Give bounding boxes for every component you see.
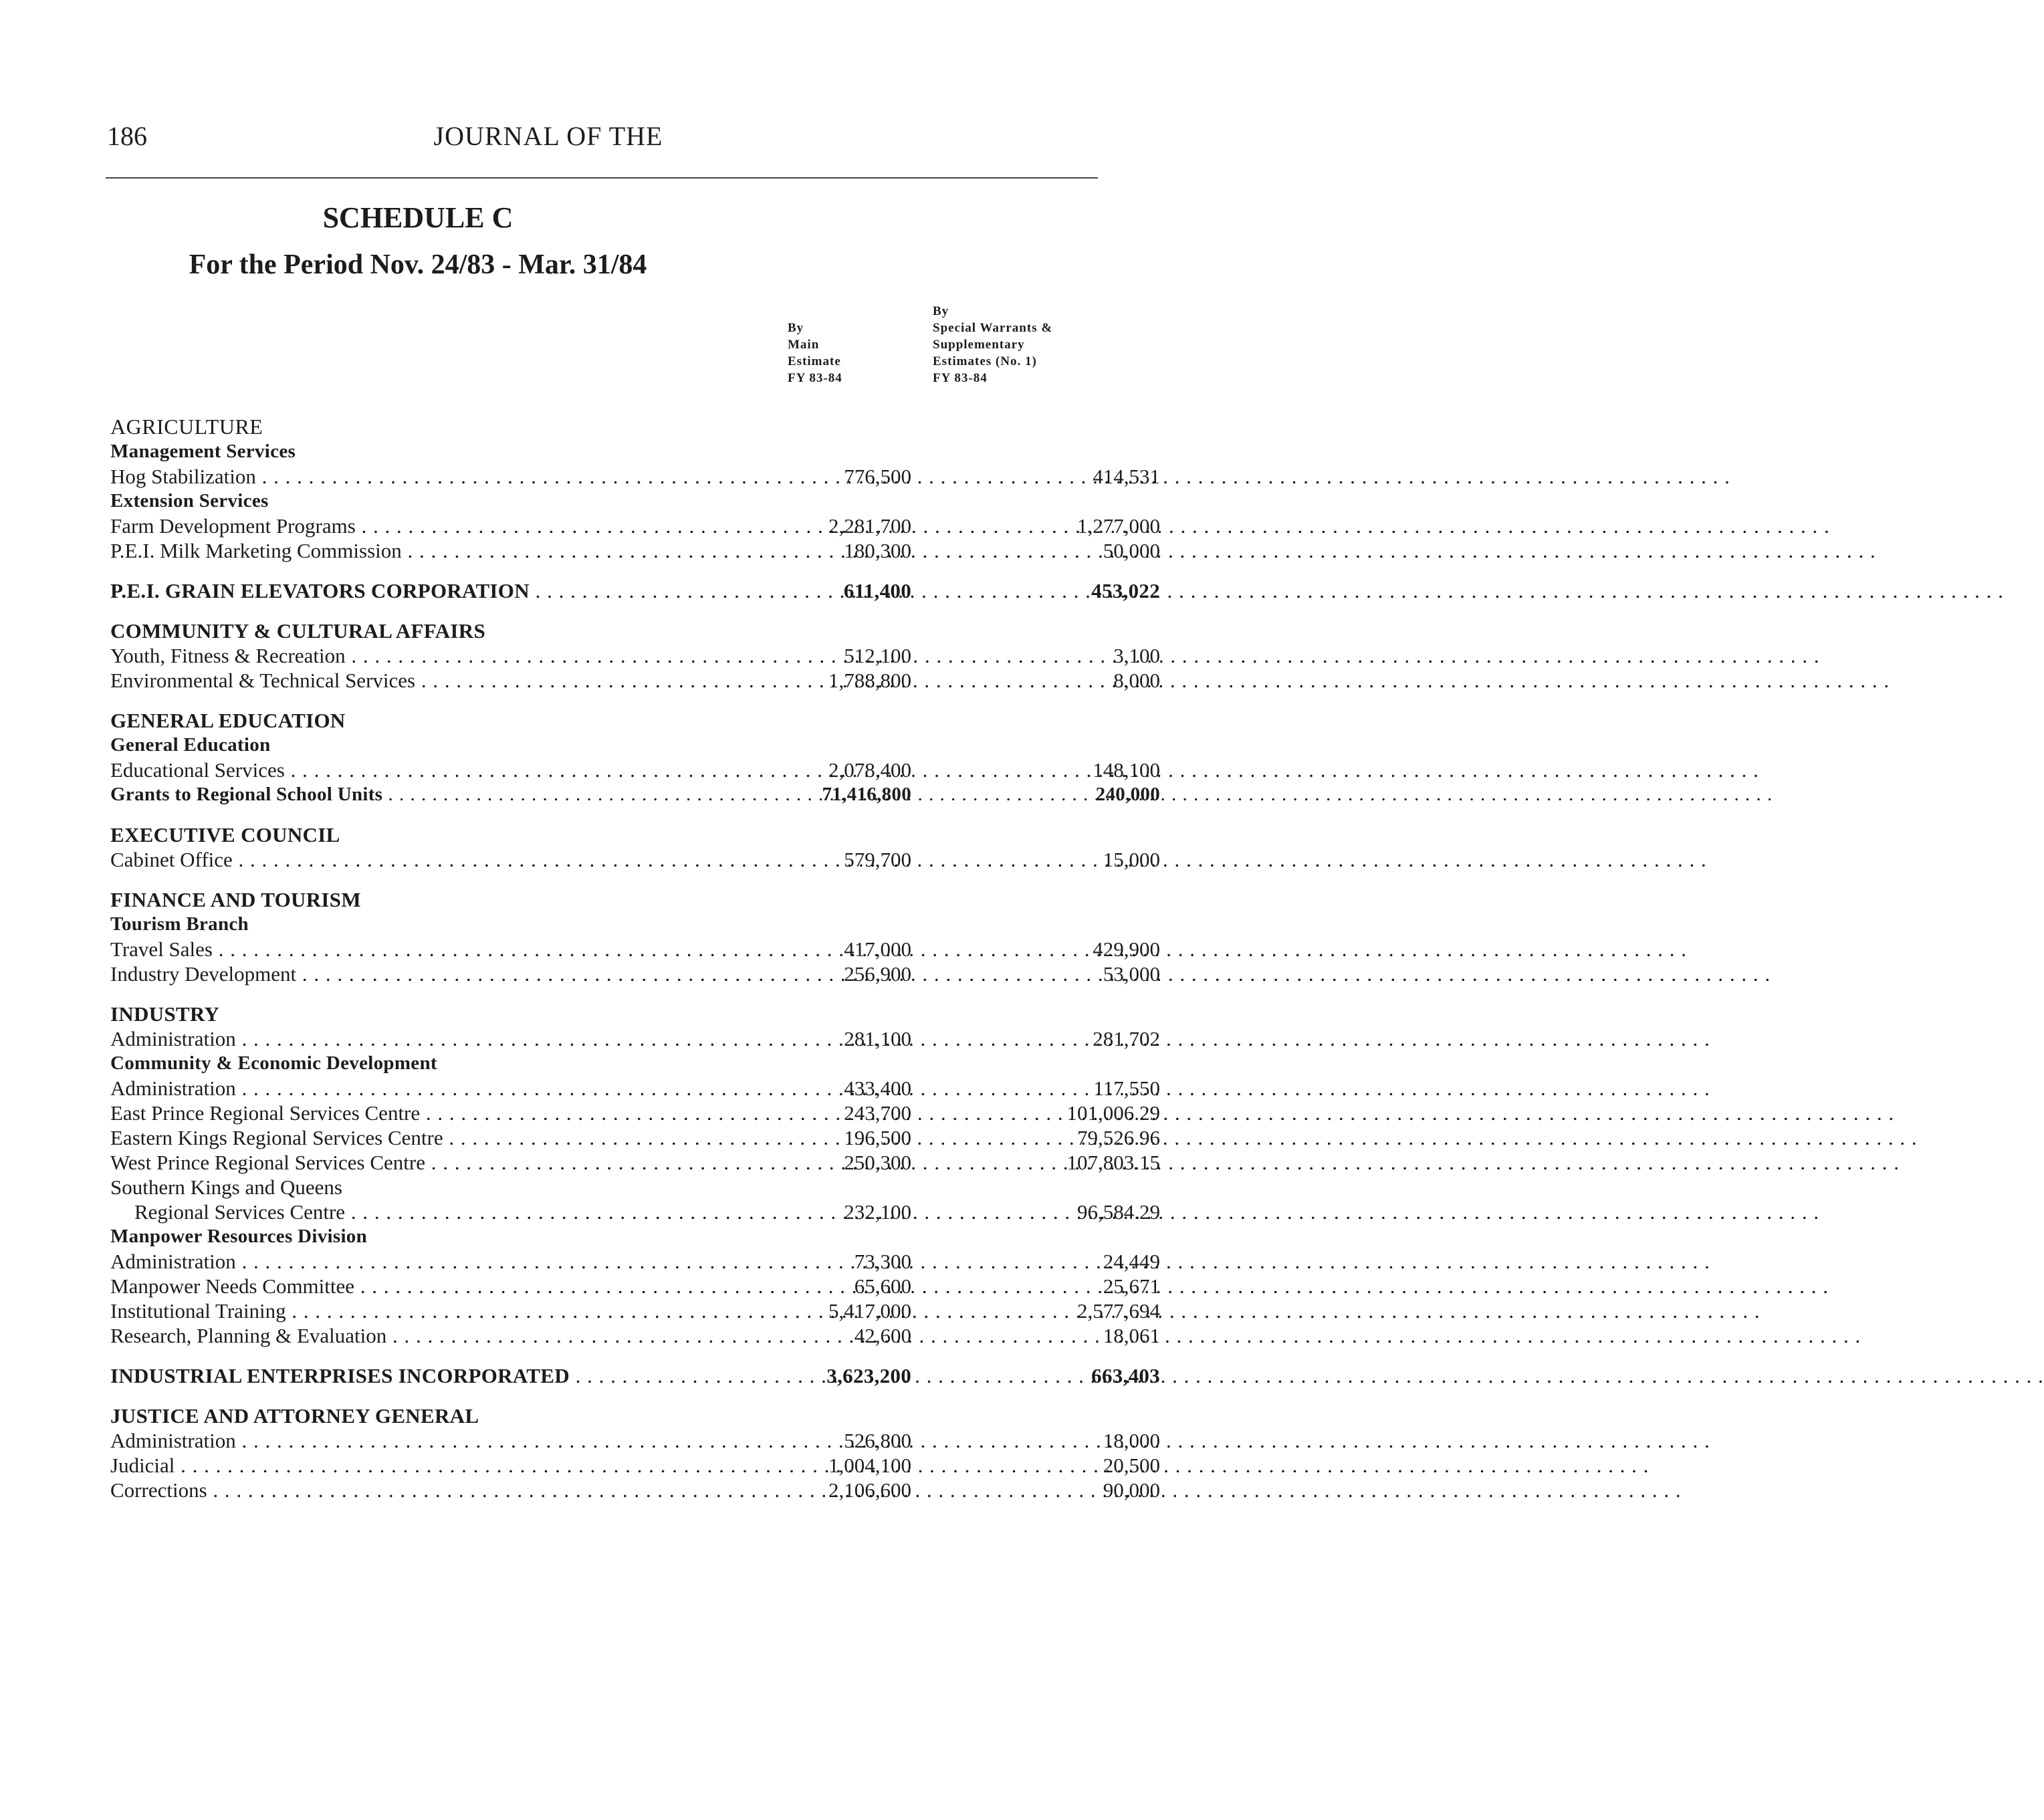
row-label: P.E.I. Milk Marketing Commission . . . (110, 538, 705, 563)
special-warrant-value: 50,000 (1103, 539, 1160, 562)
subsection-heading (110, 489, 1060, 514)
table-row (110, 1175, 1060, 1200)
main-estimate-value: 42,600 (854, 1324, 911, 1347)
row-label: P.E.I. GRAIN ELEVATORS CORPORATION . . . (110, 578, 705, 603)
row-label: Community & Economic Development (110, 1052, 437, 1074)
special-warrant-value: 148,100 (1093, 758, 1160, 782)
special-warrant-value: 25,671 (1103, 1274, 1160, 1298)
table-row (110, 578, 1160, 603)
subsection-heading (110, 733, 1060, 758)
special-warrant-value: 414,531 (1093, 465, 1160, 488)
section-heading (110, 708, 1060, 733)
main-estimate-value: 2,281,700 (828, 514, 911, 538)
main-estimate-value: 433,400 (844, 1076, 911, 1100)
special-warrant-value: 281,702 (1093, 1027, 1160, 1050)
row-label: Farm Development Programs . . . (110, 514, 705, 538)
special-warrant-value: 96,584.29 (1077, 1200, 1160, 1224)
special-warrant-value: 15,000 (1103, 848, 1160, 871)
special-warrant-value: 2,577,694 (1077, 1299, 1160, 1323)
page-header (107, 120, 1097, 160)
main-estimate-value: 196,500 (844, 1126, 911, 1149)
special-warrant-value: 53,000 (1103, 962, 1160, 986)
subsection-heading (110, 439, 1060, 464)
subsection-heading (110, 1224, 1060, 1249)
main-estimate-value: 417,000 (844, 937, 911, 961)
section-heading (110, 822, 1060, 847)
row-label: Administration . . . (110, 1076, 705, 1101)
table-row (110, 1125, 1160, 1150)
row-label: Research, Planning & Evaluation . . . (110, 1323, 705, 1348)
main-estimate-value: 65,600 (854, 1274, 911, 1298)
special-warrant-value: 117,550 (1093, 1076, 1160, 1100)
main-estimate-value: 2,078,400 (828, 758, 911, 782)
page-number: 186 (107, 121, 147, 151)
row-label: Hog Stabilization . . . (110, 464, 705, 489)
column-header-main-estimate: By Main Estimate FY 83-84 (788, 321, 842, 385)
special-warrant-value: 18,061 (1103, 1324, 1160, 1347)
section-heading (110, 618, 1060, 643)
row-label: Educational Services . . . (110, 758, 705, 782)
row-label: INDUSTRIAL ENTERPRISES INCORPORATED . . . (110, 1363, 705, 1388)
table-row (110, 782, 1160, 807)
main-estimate-value: 579,700 (844, 848, 911, 871)
running-head: JOURNAL OF THE (433, 121, 663, 151)
row-label: Eastern Kings Regional Services Centre . . . (110, 1125, 705, 1150)
table-row (110, 668, 1160, 693)
table-row (110, 1200, 1160, 1224)
row-label: Industry Development . . . (110, 961, 705, 986)
table-row (110, 1428, 1160, 1453)
special-warrant-value: 79,526.96 (1077, 1126, 1160, 1149)
section-heading (110, 1403, 1060, 1428)
main-estimate-value: 243,700 (844, 1101, 911, 1125)
row-label: JUSTICE AND ATTORNEY GENERAL (110, 1404, 479, 1428)
table-row (110, 847, 1160, 872)
row-label: Manpower Needs Committee . . . (110, 1274, 705, 1298)
row-label: COMMUNITY & CULTURAL AFFAIRS (110, 619, 485, 643)
table-row (110, 1101, 1160, 1125)
row-label: Cabinet Office . . . (110, 847, 705, 872)
special-warrant-value: 429,900 (1093, 937, 1160, 961)
main-estimate-value: 73,300 (854, 1250, 911, 1273)
table-row (110, 464, 1160, 489)
section-heading (110, 415, 1060, 439)
table-row (110, 643, 1160, 668)
row-label: General Education (110, 734, 271, 756)
main-estimate-value: 250,300 (844, 1151, 911, 1174)
main-estimate-value: 512,100 (844, 644, 911, 667)
row-label: AGRICULTURE (110, 415, 263, 439)
row-label: West Prince Regional Services Centre . . . (110, 1150, 705, 1175)
row-label: East Prince Regional Services Centre . . . (110, 1101, 705, 1125)
main-estimate-value: 1,004,100 (828, 1454, 911, 1477)
row-label: FINANCE AND TOURISM (110, 888, 361, 911)
table-row (110, 1026, 1160, 1051)
table-row (110, 1453, 1160, 1478)
row-label: Management Services (110, 441, 296, 462)
main-estimate-value: 232,100 (844, 1200, 911, 1224)
main-estimate-value: 1,788,800 (828, 669, 911, 692)
row-label: Judicial . . . (110, 1453, 705, 1478)
row-label: Tourism Branch (110, 913, 249, 935)
table-row (110, 1298, 1160, 1323)
row-label: Administration . . . (110, 1026, 705, 1051)
main-estimate-value: 180,300 (844, 539, 911, 562)
row-label: Extension Services (110, 490, 269, 511)
special-warrant-value: 24,449 (1103, 1250, 1160, 1273)
main-estimate-value: 776,500 (844, 465, 911, 488)
row-label: Manpower Resources Division (110, 1226, 368, 1247)
row-label: Corrections . . . (110, 1478, 705, 1502)
column-header-special-warrants: By Special Warrants & Supplementary Estimates (No. 1) FY 83-84 (933, 304, 1053, 385)
section-heading (110, 887, 1060, 912)
special-warrant-value: 1,277,000 (1077, 514, 1160, 538)
special-warrant-value: 90,000 (1103, 1478, 1160, 1502)
subsection-heading (110, 1051, 1060, 1076)
table-row (110, 538, 1160, 563)
main-estimate-value: 3,623,200 (826, 1364, 911, 1387)
main-estimate-value: 5,417,000 (828, 1299, 911, 1323)
schedule-title: SCHEDULE C (322, 201, 514, 234)
special-warrant-value: 101,006.29 (1066, 1101, 1160, 1125)
main-estimate-value: 71,416,800 (822, 784, 911, 805)
table-row (110, 1150, 1160, 1175)
row-label: Travel Sales . . . (110, 937, 705, 961)
section-heading (110, 1002, 1060, 1026)
row-label: Regional Services Centre . . . (110, 1200, 705, 1224)
table-row (110, 937, 1160, 961)
special-warrant-value: 453,022 (1091, 579, 1160, 602)
header-rule (106, 177, 1098, 179)
table-row (110, 1323, 1160, 1348)
table-row (110, 1274, 1160, 1298)
table-row (110, 1249, 1160, 1274)
row-label: Youth, Fitness & Recreation . . . (110, 643, 705, 668)
row-label: Environmental & Technical Services . . . (110, 668, 705, 693)
table-row (110, 1076, 1160, 1101)
row-label: Administration . . . (110, 1428, 705, 1453)
special-warrant-value: 3,100 (1113, 644, 1160, 667)
table-row (110, 514, 1160, 538)
row-label: Administration . . . (110, 1249, 705, 1274)
special-warrant-value: 8,000 (1113, 669, 1160, 692)
table-row (110, 1478, 1160, 1502)
row-label: Grants to Regional School Units . . . (110, 782, 705, 807)
row-label: INDUSTRY (110, 1002, 220, 1026)
main-estimate-value: 2,106,600 (828, 1478, 911, 1502)
special-warrant-value: 240,000 (1095, 784, 1160, 805)
table-row (110, 961, 1160, 986)
row-label: Institutional Training . . . (110, 1298, 705, 1323)
main-estimate-value: 256,900 (844, 962, 911, 986)
schedule-table (110, 415, 1160, 1502)
row-label: Southern Kings and Queens (110, 1175, 342, 1199)
table-row (110, 1363, 1160, 1388)
special-warrant-value: 663,403 (1091, 1364, 1160, 1387)
table-row (110, 758, 1160, 782)
special-warrant-value: 20,500 (1103, 1454, 1160, 1477)
main-estimate-value: 281,100 (844, 1027, 911, 1050)
row-label: EXECUTIVE COUNCIL (110, 823, 340, 846)
special-warrant-value: 18,000 (1103, 1429, 1160, 1452)
subsection-heading (110, 912, 1060, 937)
schedule-period: For the Period Nov. 24/83 - Mar. 31/84 (189, 249, 647, 280)
main-estimate-value: 611,400 (843, 579, 911, 602)
row-label: GENERAL EDUCATION (110, 709, 346, 732)
main-estimate-value: 526,800 (844, 1429, 911, 1452)
special-warrant-value: 107,803.15 (1066, 1151, 1160, 1174)
